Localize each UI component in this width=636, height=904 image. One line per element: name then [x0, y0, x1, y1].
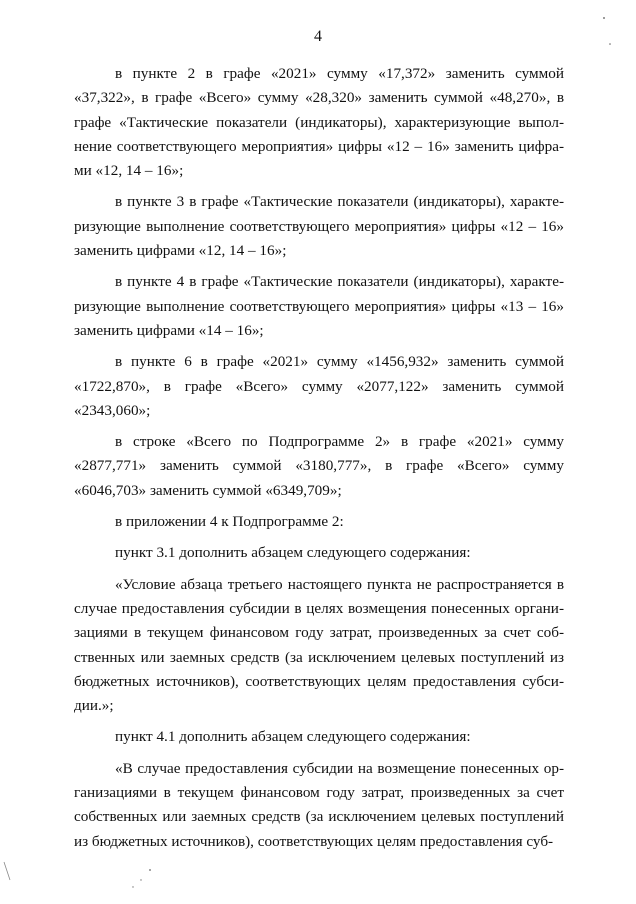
scan-speck — [609, 43, 611, 45]
paragraph-punkt-4-1: пункт 4.1 дополнить абзацем следующего содержания: — [115, 728, 471, 746]
scan-speck — [132, 886, 133, 887]
paragraph-punkt-6: в пункте 6 в графе «2021» сумму «1456,932» заменить суммой «1722,870», в графе «Всего» сумму «2077,122» заменить суммой «2343,060»; — [74, 353, 564, 419]
paragraph-punkt-4: в пункте 4 в графе «Тактические показатели (индикаторы), характеризующие выполнение соответствующего мероприятия» цифры «13 – 16» заменить цифрами «14 – 16»; — [74, 273, 564, 339]
paragraph-quote-2: «В случае предоставления субсидии на возмещение понесенных организациями в текущем финансовом году затрат, произведенных за счет собственных или заемных средств (за исключением целевых поступлений из бюджетных источников), соответствующих целям предоставления суб- — [74, 759, 564, 850]
paragraph-punkt-3: в пункте 3 в графе «Тактические показатели (индикаторы), характеризующие выполнение соответствующего мероприятия» цифры «12 – 16» заменить цифрами «12, 14 – 16»; — [74, 193, 564, 260]
paragraph-total-row: в строке «Всего по Подпрограмме 2» в графе «2021» сумму «2877,771» заменить суммой «3180,777», в графе «Всего» сумму «6046,703» заменить суммой «6349,709»; — [74, 433, 564, 499]
paragraph-punkt-3-1: пункт 3.1 дополнить абзацем следующего содержания: — [115, 544, 471, 562]
paragraph-appendix-4: в приложении 4 к Подпрограмме 2: — [115, 513, 344, 531]
scan-speck — [149, 869, 151, 871]
scan-mark — [4, 862, 10, 880]
paragraph-punkt-2: в пункте 2 в графе «2021» сумму «17,372» заменить суммой «37,322», в графе «Всего» сумму «28,320» заменить суммой «48,270», в графе «Тактические показатели (индикаторы), характеризующие выполнение соответствующего мероприятия» цифры «12 – 16» заменить цифрами «12, 14 – 16»; — [74, 65, 564, 180]
scan-speck — [603, 17, 605, 19]
scan-speck — [140, 879, 141, 880]
page-number: 4 — [314, 28, 322, 45]
paragraph-quote-1: «Условие абзаца третьего настоящего пункта не распространяется в случае предоставления субсидии в целях возмещения понесенных организациями в текущем финансовом году затрат, произведенных за счет собственных или заемных средств (за исключением целевых поступлений из бюджетных источников), соответствующих целям предоставления субсидии.»; — [74, 575, 564, 715]
